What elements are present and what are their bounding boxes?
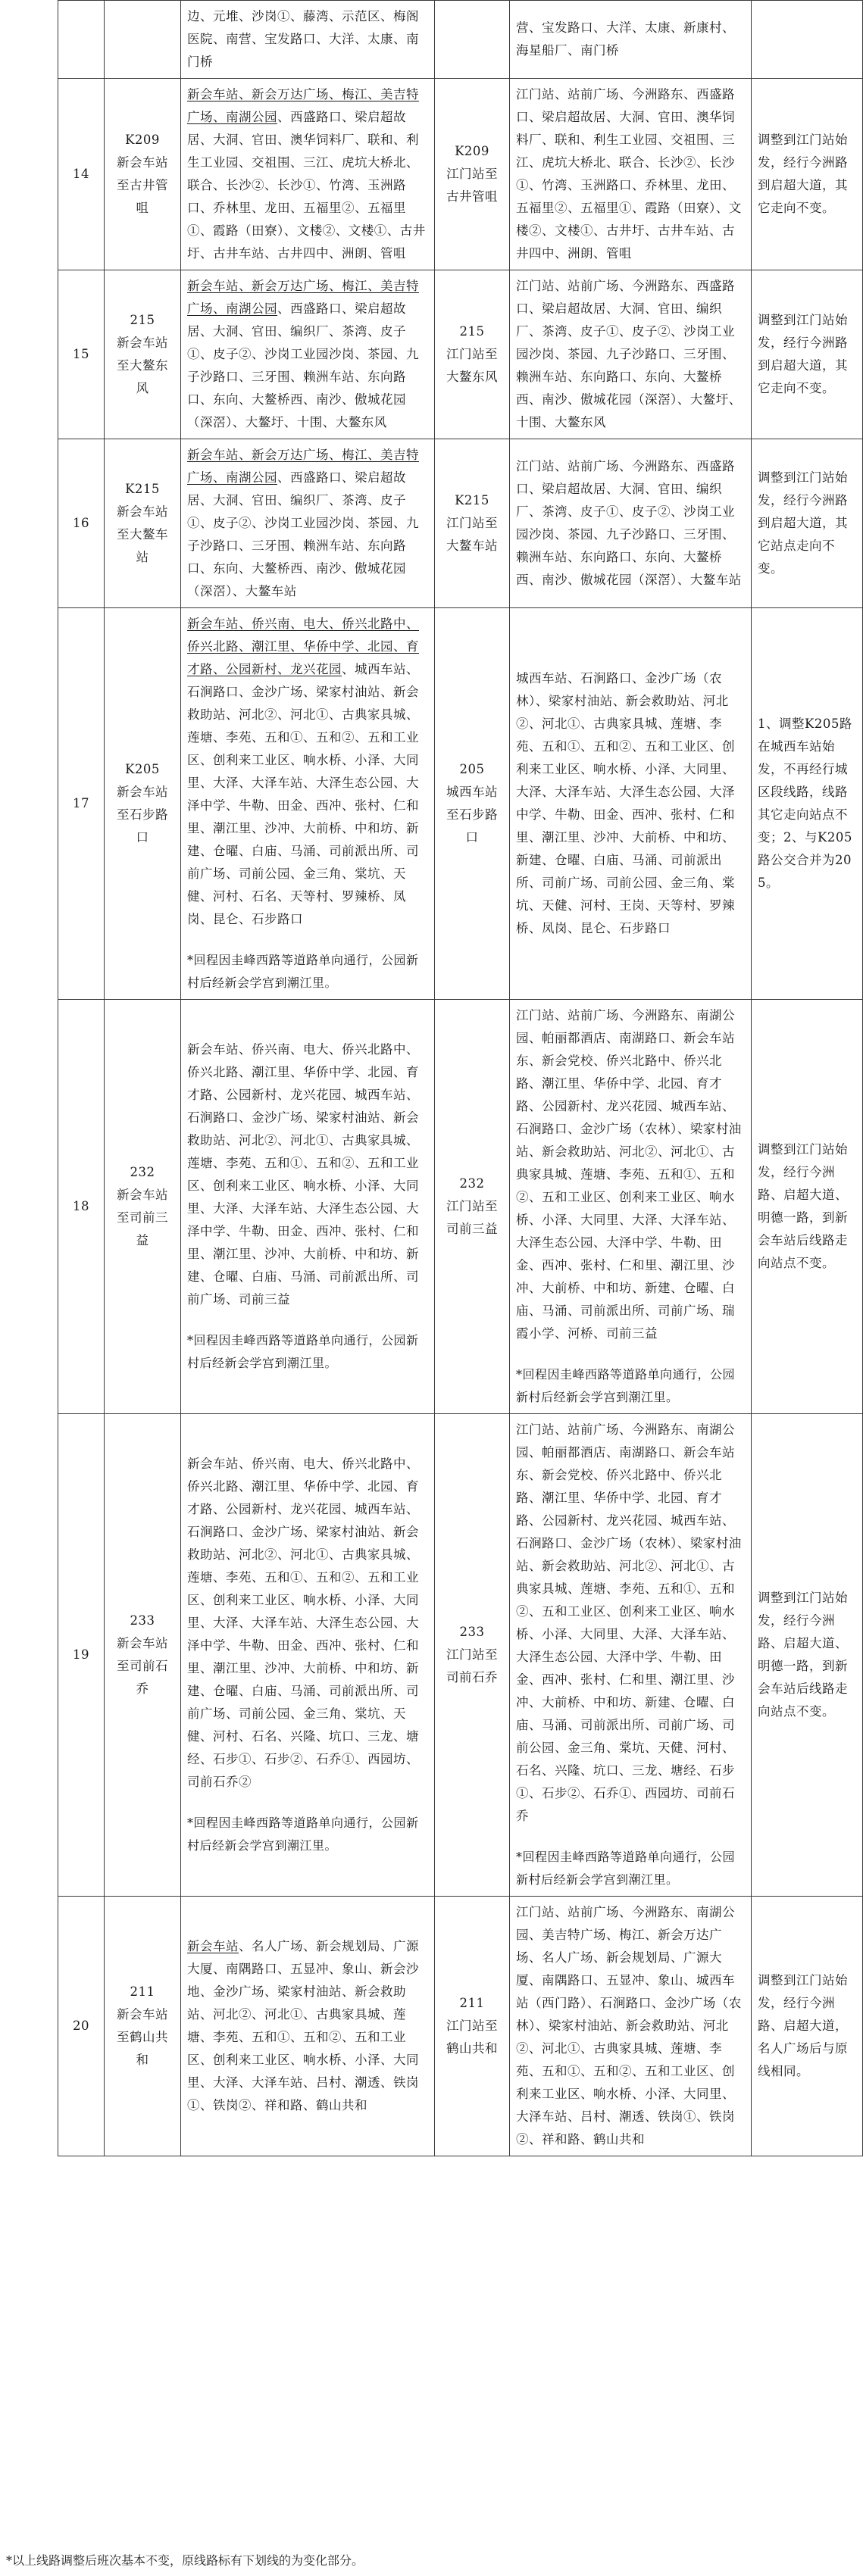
row-number: 20 <box>73 2019 89 2033</box>
old-stops-unchanged: 、西盛路口、梁启超故居、大洞、官田、编织厂、茶湾、皮子①、皮子②、沙岗工业园沙岗、茶园、九子沙路口、三牙围、赖洲车站、东向路口、东向、大鳌桥西、南沙、傲城花园（深滘）、大鳌圩、十围、大鳌东风 <box>187 301 419 429</box>
cell-note <box>752 439 863 608</box>
old-route-code: 232 <box>130 1165 155 1179</box>
cell-old-route <box>105 1 181 79</box>
table-row-14 <box>58 79 863 270</box>
cell-note <box>752 1414 863 1897</box>
table-row-18 <box>58 1000 863 1414</box>
adjustment-note: 调整到江门站始发，经行今洲路、启超大道、明德一路，到新会车站后线路走向站点不变。 <box>758 1591 848 1719</box>
cell-note <box>752 1 863 79</box>
old-stops-text: 边、元堆、沙岗①、藤湾、示范区、梅阁医院、南营、宝发路口、大洋、太康、南门桥 <box>187 9 419 69</box>
cell-old-route <box>105 270 181 439</box>
cell-old-stops <box>181 1897 435 2156</box>
old-route-name: 新会车站至石步路口 <box>117 785 168 845</box>
old-stops-return-note: *回程因圭峰西路等道路单向通行，公园新村后经新会学宫到潮江里。 <box>187 1816 419 1853</box>
cell-old-stops <box>181 1 435 79</box>
old-stops-changed: 新会车站 <box>187 1939 239 1953</box>
old-route-name: 新会车站至大鳌车站 <box>117 504 168 564</box>
new-stops-text: 营、宝发路口、大洋、太康、新康村、海星船厂、南门桥 <box>516 20 735 58</box>
cell-old-route <box>105 1897 181 2156</box>
new-route-code: 215 <box>459 324 485 339</box>
old-route-name: 新会车站至鹤山共和 <box>117 2007 168 2067</box>
old-route-code: K205 <box>125 762 160 776</box>
cell-old-route <box>105 1000 181 1414</box>
row-number: 14 <box>73 167 89 181</box>
new-stops-text: 江门站、站前广场、今洲路东、西盛路口、梁启超故居、大洞、官田、澳华饲料厂、联和、利生工业园、交祖围、三江、虎坑大桥北、联合、长沙②、长沙①、竹湾、玉洲路口、乔林里、龙田、五福里②、五福里①、霞路（田寮）、文楼②、文楼①、古井圩、古井车站、古井四中、洲朗、管咀 <box>516 87 742 261</box>
old-route-name: 新会车站至司前三益 <box>117 1188 168 1247</box>
cell-new-route <box>435 439 510 608</box>
cell-note <box>752 1000 863 1414</box>
table-row-20 <box>58 1897 863 2156</box>
row-number: 15 <box>73 347 89 361</box>
cell-no <box>58 79 105 270</box>
old-route-name: 新会车站至古井管咀 <box>117 155 168 215</box>
old-stops-unchanged: 新会车站、侨兴南、电大、侨兴北路中、侨兴北路、潮江里、华侨中学、北园、育才路、公园新村、龙兴花园、城西车站、石涧路口、金沙广场、梁家村油站、新会救助站、河北②、河北①、古典家具城、莲塘、李苑、五和①、五和②、五和工业区、创利来工业区、响水桥、小泽、大同里、大泽、大泽车站、大泽生态公园、大泽中学、牛勒、田金、西冲、张村、仁和里、潮江里、沙冲、大前桥、中和坊、新建、仓曜、白庙、马涌、司前派出所、司前广场、司前三益 <box>187 1042 419 1307</box>
old-stops-changed: 新会车站、新会万达广场、梅江、美吉特广场、南湖公园 <box>187 279 419 316</box>
new-route-code: K215 <box>455 493 489 507</box>
cell-no <box>58 439 105 608</box>
cell-no <box>58 1 105 79</box>
cell-new-route <box>435 1 510 79</box>
new-stops-return-note: *回程因圭峰西路等道路单向通行，公园新村后经新会学宫到潮江里。 <box>516 1367 736 1404</box>
old-stops-unchanged: 、名人广场、新会规划局、广源大厦、南隅路口、五显冲、象山、新会沙地、金沙广场、梁家村油站、新会救助站、河北②、河北①、古典家具城、莲塘、李苑、五和①、五和②、五和工业区、创利来工业区、响水桥、小泽、大同里、大泽、大泽车站、吕村、潮透、铁岗①、铁岗②、祥和路、鹤山共和 <box>187 1939 419 2112</box>
adjustment-note: 1、调整K205路在城西车站始发，不再经行城区段线路，线路其它走向站点不变；2、与K205路公交合并为205。 <box>758 717 852 890</box>
new-route-name: 江门站至鹤山共和 <box>446 2019 498 2056</box>
cell-new-route <box>435 79 510 270</box>
old-route-code: 215 <box>130 313 155 327</box>
old-route-code: K215 <box>125 482 160 496</box>
table-row-fragment <box>58 1 863 79</box>
new-route-name: 江门站至大鳌车站 <box>446 516 498 553</box>
new-route-code: 211 <box>459 1996 485 2010</box>
old-route-code: K209 <box>125 133 160 147</box>
new-route-code: K209 <box>455 144 489 158</box>
row-number: 18 <box>73 1199 89 1213</box>
cell-new-stops <box>510 1000 752 1414</box>
cell-note <box>752 270 863 439</box>
new-route-code: 205 <box>459 762 485 776</box>
cell-old-route <box>105 1414 181 1897</box>
cell-new-route <box>435 608 510 1000</box>
cell-new-route <box>435 1414 510 1897</box>
new-route-code: 233 <box>459 1625 485 1639</box>
cell-new-stops <box>510 1 752 79</box>
cell-note <box>752 608 863 1000</box>
table-row-19 <box>58 1414 863 1897</box>
new-stops-text: 城西车站、石涧路口、金沙广场（农林）、梁家村油站、新会救助站、河北②、河北①、古典家具城、莲塘、李苑、五和①、五和②、五和工业区、创利来工业区、响水桥、小泽、大同里、大泽、大泽车站、大泽生态公园、大泽中学、牛勒、田金、西冲、张村、仁和里、潮江里、沙冲、大前桥、中和坊、新建、仓曜、白庙、马涌、司前派出所、司前广场、司前公园、金三角、棠坑、天健、河村、王岗、天等村、罗辣桥、凤岗、昆仑、石步路口 <box>516 671 735 935</box>
adjustment-note: 调整到江门站始发，经行今洲路到启超大道，其它站点走向不变。 <box>758 470 848 576</box>
adjustment-note: 调整到江门站始发，经行今洲路到启超大道，其它走向不变。 <box>758 133 848 215</box>
old-route-code: 211 <box>130 1984 155 1999</box>
old-stops-unchanged: 、城西车站、石涧路口、金沙广场、梁家村油站、新会救助站、河北②、河北①、古典家具城、莲塘、李苑、五和①、五和②、五和工业区、创利来工业区、响水桥、小泽、大同里、大泽、大泽车站、大泽生态公园、大泽中学、牛勒、田金、西冲、张村、仁和里、潮江里、沙冲、大前桥、中和坊、新建、仓曜、白庙、马涌、司前派出所、司前广场、司前公园、金三角、棠坑、天健、河村、石名、天等村、罗辣桥、凤岗、昆仑、石步路口 <box>187 662 419 926</box>
old-stops-changed: 新会车站、侨兴南、电大、侨兴北路中、侨兴北路、潮江里、华侨中学、北园、育才路、公园新村、龙兴花园 <box>187 617 419 676</box>
cell-no <box>58 608 105 1000</box>
cell-new-stops <box>510 79 752 270</box>
row-number: 17 <box>73 796 89 810</box>
cell-old-stops <box>181 608 435 1000</box>
new-route-name: 江门站至大鳌东风 <box>446 347 498 384</box>
cell-new-stops <box>510 439 752 608</box>
table-row-17 <box>58 608 863 1000</box>
cell-new-stops <box>510 1414 752 1897</box>
cell-no <box>58 270 105 439</box>
new-stops-text: 江门站、站前广场、今洲路东、南湖公园、帕丽都酒店、南湖路口、新会车站东、新会党校、侨兴北路中、侨兴北路、潮江里、华侨中学、北园、育才路、公园新村、龙兴花园、城西车站、石涧路口、金沙广场（农林）、梁家村油站、新会救助站、河北②、河北①、古典家具城、莲塘、李苑、五和①、五和②、五和工业区、创利来工业区、响水桥、小泽、大同里、大泽、大泽车站、大泽生态公园、大泽中学、牛勒、田金、西冲、张村、仁和里、潮江里、沙冲、大前桥、中和坊、新建、仓曜、白庙、马涌、司前派出所、司前广场、司前公园、金三角、棠坑、天健、河村、石名、兴隆、坑口、三龙、塘经、石步①、石步②、石乔①、西园坊、司前石乔 <box>516 1422 742 1823</box>
new-route-name: 江门站至古井管咀 <box>446 167 498 204</box>
cell-old-stops <box>181 270 435 439</box>
new-stops-text: 江门站、站前广场、今洲路东、西盛路口、梁启超故居、大洞、官田、编织厂、茶湾、皮子①、皮子②、沙岗工业园沙岗、茶园、九子沙路口、三牙围、赖洲车站、东向路口、东向、大鳌桥西、南沙、傲城花园（深滘）、大鳌圩、十围、大鳌东风 <box>516 279 742 429</box>
cell-no <box>58 1414 105 1897</box>
table-row-15 <box>58 270 863 439</box>
cell-old-stops <box>181 439 435 608</box>
cell-old-stops <box>181 1000 435 1414</box>
cell-old-stops <box>181 79 435 270</box>
row-number: 19 <box>73 1647 89 1662</box>
old-stops-unchanged: 、西盛路口、梁启超故居、大洞、官田、澳华饲料厂、联和、利生工业园、交祖围、三江、虎坑大桥北、联合、长沙②、长沙①、竹湾、玉洲路口、乔林里、龙田、五福里②、五福里①、霞路（田寮）、文楼②、文楼①、古井圩、古井车站、古井四中、洲朗、管咀 <box>187 110 426 261</box>
old-route-name: 新会车站至大鳌东风 <box>117 336 168 395</box>
new-stops-text: 江门站、站前广场、今洲路东、西盛路口、梁启超故居、大洞、官田、编织厂、茶湾、皮子①、皮子②、沙岗工业园沙岗、茶园、九子沙路口、三牙围、赖洲车站、东向路口、东向、大鳌桥西、南沙、傲城花园（深滘）、大鳌车站 <box>516 459 742 587</box>
cell-old-route <box>105 608 181 1000</box>
route-adjustment-table <box>58 0 863 2156</box>
adjustment-note: 调整到江门站始发，经行今洲路到启超大道，其它走向不变。 <box>758 313 848 395</box>
new-route-name: 江门站至司前三益 <box>446 1199 498 1236</box>
old-stops-changed: 新会车站、新会万达广场、梅江、美吉特广场、南湖公园 <box>187 448 419 485</box>
cell-new-route <box>435 270 510 439</box>
new-route-name: 城西车站至石步路口 <box>446 785 498 845</box>
cell-no <box>58 1000 105 1414</box>
old-stops-unchanged: 新会车站、侨兴南、电大、侨兴北路中、侨兴北路、潮江里、华侨中学、北园、育才路、公园新村、龙兴花园、城西车站、石涧路口、金沙广场、梁家村油站、新会救助站、河北②、河北①、古典家具城、莲塘、李苑、五和①、五和②、五和工业区、创利来工业区、响水桥、小泽、大同里、大泽、大泽车站、大泽生态公园、大泽中学、牛勒、田金、西冲、张村、仁和里、潮江里、沙冲、大前桥、中和坊、新建、仓曜、白庙、马涌、司前派出所、司前广场、司前公园、金三角、棠坑、天健、河村、石名、兴隆、坑口、三龙、塘经、石步①、石步②、石乔①、西园坊、司前石乔② <box>187 1457 419 1789</box>
cell-no <box>58 1897 105 2156</box>
old-route-code: 233 <box>130 1613 155 1628</box>
new-stops-return-note: *回程因圭峰西路等道路单向通行，公园新村后经新会学宫到潮江里。 <box>516 1850 736 1887</box>
row-number: 16 <box>73 516 89 530</box>
new-route-code: 232 <box>459 1176 485 1191</box>
footer-note: *以上线路调整后班次基本不变，原线路标有下划线的为变化部分。 <box>6 2553 364 2568</box>
cell-new-stops <box>510 270 752 439</box>
new-stops-text: 江门站、站前广场、今洲路东、南湖公园、帕丽都酒店、南湖路口、新会车站东、新会党校、侨兴北路中、侨兴北路、潮江里、华侨中学、北园、育才路、公园新村、龙兴花园、城西车站、石涧路口、金沙广场（农林）、梁家村油站、新会救助站、河北②、河北①、古典家具城、莲塘、李苑、五和①、五和②、五和工业区、创利来工业区、响水桥、小泽、大同里、大泽、大泽车站、大泽生态公园、大泽中学、牛勒、田金、西冲、张村、仁和里、潮江里、沙冲、大前桥、中和坊、新建、仓曜、白庙、马涌、司前派出所、司前广场、瑞霞小学、河桥、司前三益 <box>516 1008 742 1341</box>
cell-new-stops <box>510 1897 752 2156</box>
cell-new-route <box>435 1000 510 1414</box>
table-row-16 <box>58 439 863 608</box>
old-stops-changed: 新会车站、新会万达广场、梅江、美吉特广场、南湖公园 <box>187 87 419 124</box>
old-route-name: 新会车站至司前石乔 <box>117 1636 168 1696</box>
cell-new-route <box>435 1897 510 2156</box>
route-table-body <box>58 1 863 2156</box>
cell-note <box>752 79 863 270</box>
cell-note <box>752 1897 863 2156</box>
old-stops-return-note: *回程因圭峰西路等道路单向通行，公园新村后经新会学宫到潮江里。 <box>187 1333 419 1370</box>
cell-old-route <box>105 439 181 608</box>
old-stops-unchanged: 、西盛路口、梁启超故居、大洞、官田、编织厂、茶湾、皮子①、皮子②、沙岗工业园沙岗、茶园、九子沙路口、三牙围、赖洲车站、东向路口、东向、大鳌桥西、南沙、傲城花园（深滘）、大鳌车站 <box>187 470 419 598</box>
new-route-name: 江门站至司前石乔 <box>446 1647 498 1685</box>
cell-new-stops <box>510 608 752 1000</box>
adjustment-note: 调整到江门站始发，经行今洲路、启超大道、明德一路，到新会车站后线路走向站点不变。 <box>758 1142 848 1270</box>
old-stops-return-note: *回程因圭峰西路等道路单向通行，公园新村后经新会学宫到潮江里。 <box>187 953 419 990</box>
new-stops-text: 江门站、站前广场、今洲路东、南湖公园、美吉特广场、梅江、新会万达广场、名人广场、新会规划局、广源大厦、南隅路口、五显冲、象山、城西车站（西门路）、石涧路口、金沙广场（农林）、梁家村油站、新会救助站、河北②、河北①、古典家具城、莲塘、李苑、五和①、五和②、五和工业区、创利来工业区、响水桥、小泽、大同里、大泽车站、吕村、潮透、铁岗①、铁岗②、祥和路、鹤山共和 <box>516 1905 742 2147</box>
adjustment-note: 调整到江门站始发，经行今洲路、启超大道，名人广场后与原线相同。 <box>758 1973 848 2078</box>
cell-old-stops <box>181 1414 435 1897</box>
cell-old-route <box>105 79 181 270</box>
